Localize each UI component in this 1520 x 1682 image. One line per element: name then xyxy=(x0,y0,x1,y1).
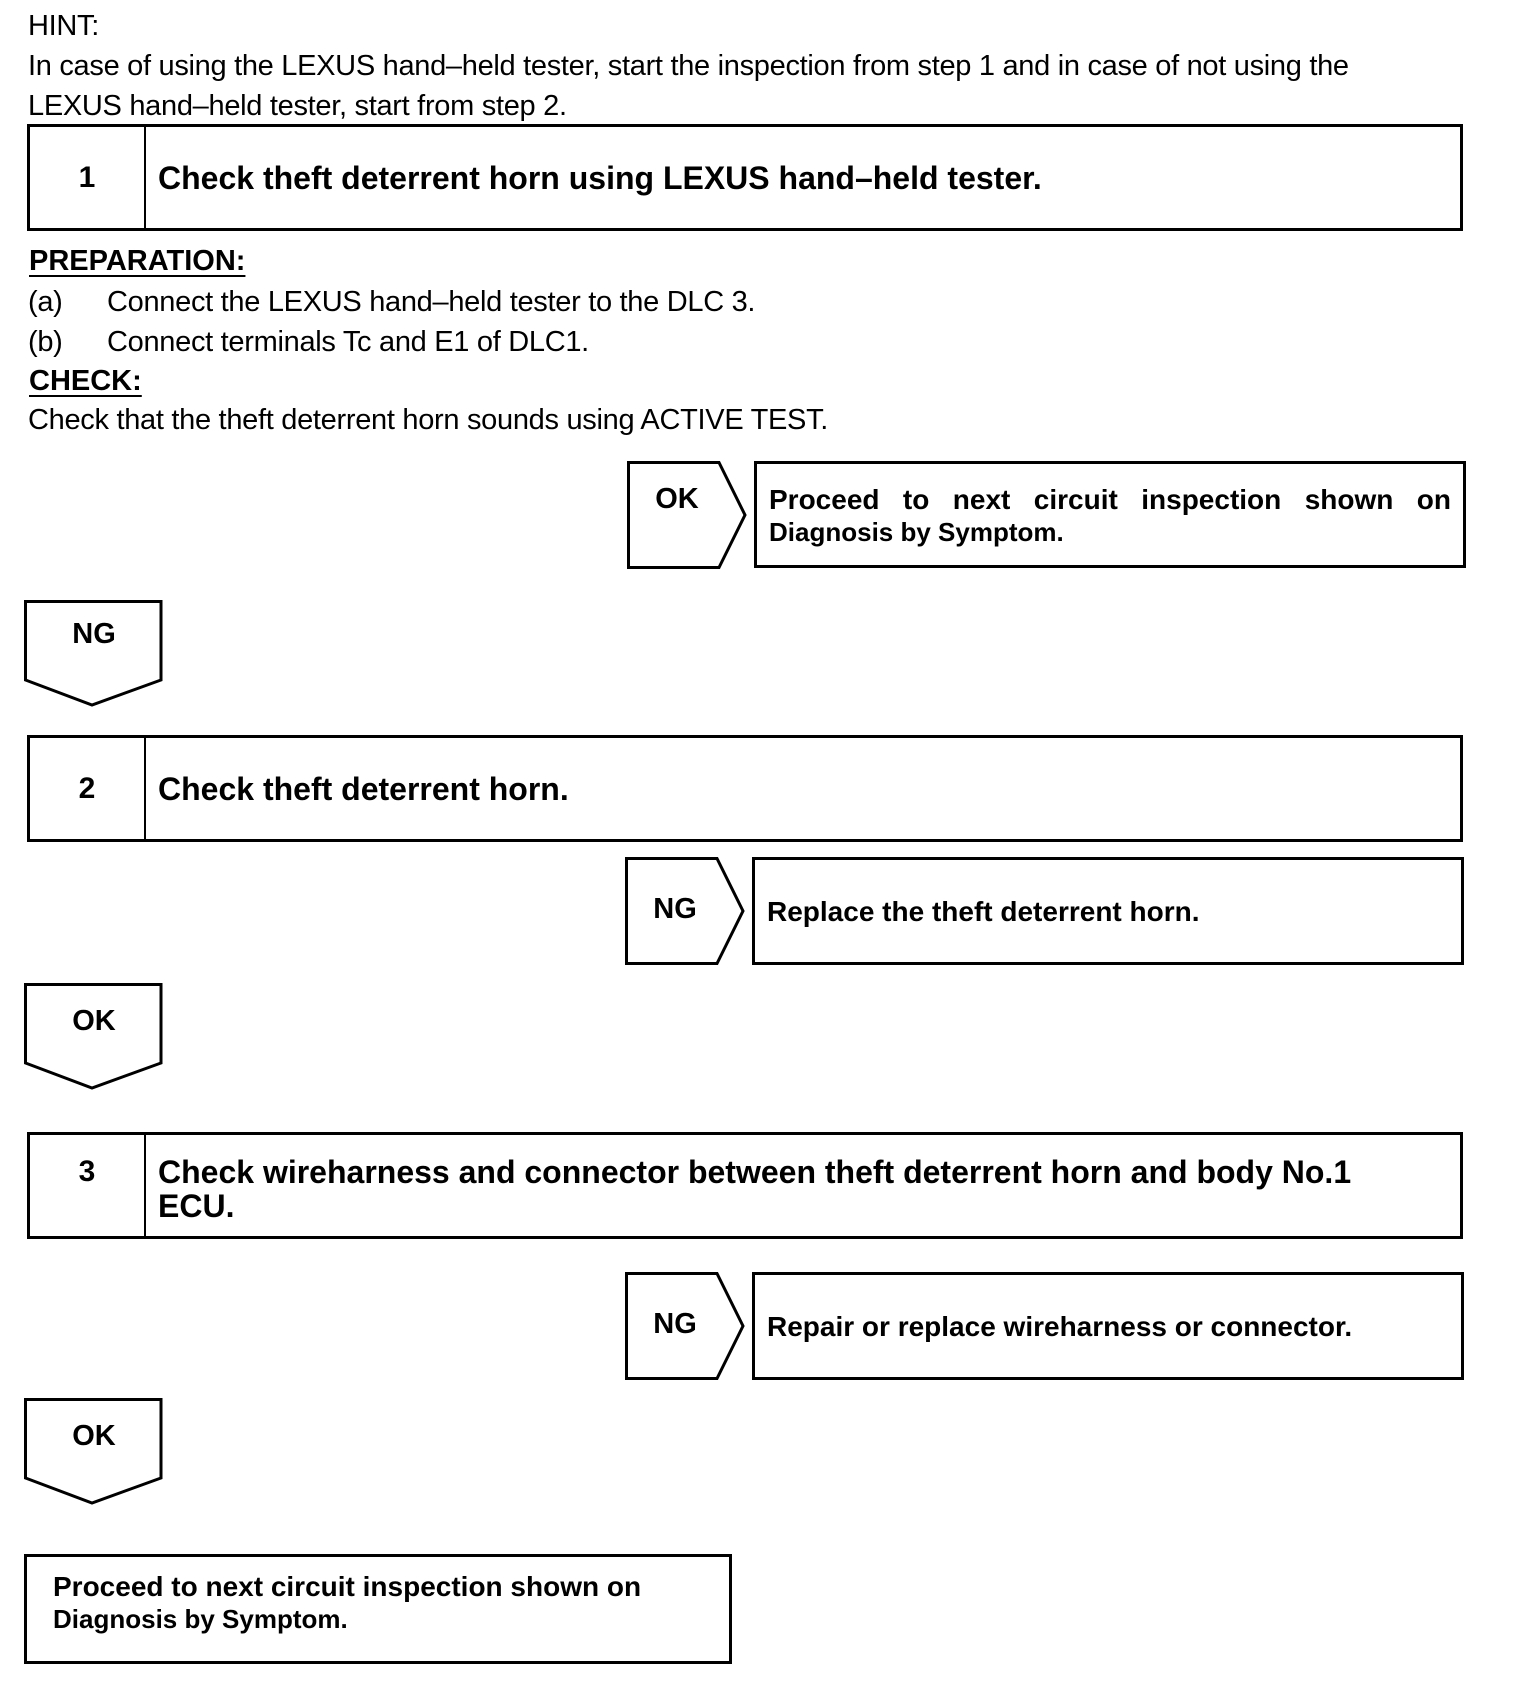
step-3-ok-label: OK xyxy=(72,1420,116,1452)
step-1-ng-down-arrow xyxy=(24,600,164,708)
step-3-number: 3 xyxy=(30,1135,146,1236)
step-3-title-line-1: Check wireharness and connector between theft deterrent horn and body No.1 xyxy=(158,1154,1352,1190)
step-3-ng-result: Repair or replace wireharness or connector. xyxy=(752,1272,1464,1380)
preparation-marker-b: (b) xyxy=(28,326,63,358)
hint-line-1: In case of using the LEXUS hand–held tester, start the inspection from step 1 and in case of not using the xyxy=(28,50,1349,82)
step-3-ng-arrow xyxy=(625,1272,747,1380)
check-text: Check that the theft deterrent horn sounds using ACTIVE TEST. xyxy=(28,404,829,436)
final-result-line-2: Diagnosis by Symptom. xyxy=(53,1604,348,1634)
step-2-box xyxy=(27,735,1463,842)
step-1-box xyxy=(27,124,1463,231)
step-1-title: Check theft deterrent horn using LEXUS hand–held tester. xyxy=(158,159,1042,196)
preparation-heading: PREPARATION: xyxy=(29,245,246,277)
step-1-ok-result-line-1: Proceed to next circuit inspection shown on xyxy=(769,484,1451,515)
preparation-item-b: Connect terminals Tc and E1 of DLC1. xyxy=(107,326,589,358)
step-1-ok-result xyxy=(754,461,1466,568)
step-3-title-line-2: ECU. xyxy=(158,1188,235,1224)
step-1-ok-label: OK xyxy=(655,483,699,515)
step-3-title xyxy=(146,1135,1460,1236)
step-1-ng-label: NG xyxy=(72,618,116,650)
step-2-ok-down-arrow xyxy=(24,983,164,1091)
step-2-title: Check theft deterrent horn. xyxy=(158,770,569,807)
final-result-line-1: Proceed to next circuit inspection shown on xyxy=(53,1571,642,1602)
step-1-ok-result-line-2: Diagnosis by Symptom. xyxy=(769,517,1064,547)
step-3-box xyxy=(27,1132,1463,1239)
step-3-ng-label: NG xyxy=(653,1308,697,1340)
step-2-ng-arrow xyxy=(625,857,747,965)
hint-line-2: LEXUS hand–held tester, start from step 2. xyxy=(28,90,567,122)
final-result-box xyxy=(24,1554,732,1664)
down-arrow-shape-icon xyxy=(24,600,164,708)
preparation-marker-a: (a) xyxy=(28,286,63,318)
step-2-ng-label: NG xyxy=(653,893,697,925)
step-2-ng-result: Replace the theft deterrent horn. xyxy=(752,857,1464,965)
step-1-number: 1 xyxy=(30,127,146,228)
step-1-ok-arrow xyxy=(627,461,749,569)
step-2-number: 2 xyxy=(30,738,146,839)
step-2-ok-label: OK xyxy=(72,1005,116,1037)
step-3-ok-down-arrow xyxy=(24,1398,164,1506)
hint-label: HINT: xyxy=(28,10,100,42)
preparation-item-a: Connect the LEXUS hand–held tester to the DLC 3. xyxy=(107,286,756,318)
check-heading: CHECK: xyxy=(29,365,142,397)
